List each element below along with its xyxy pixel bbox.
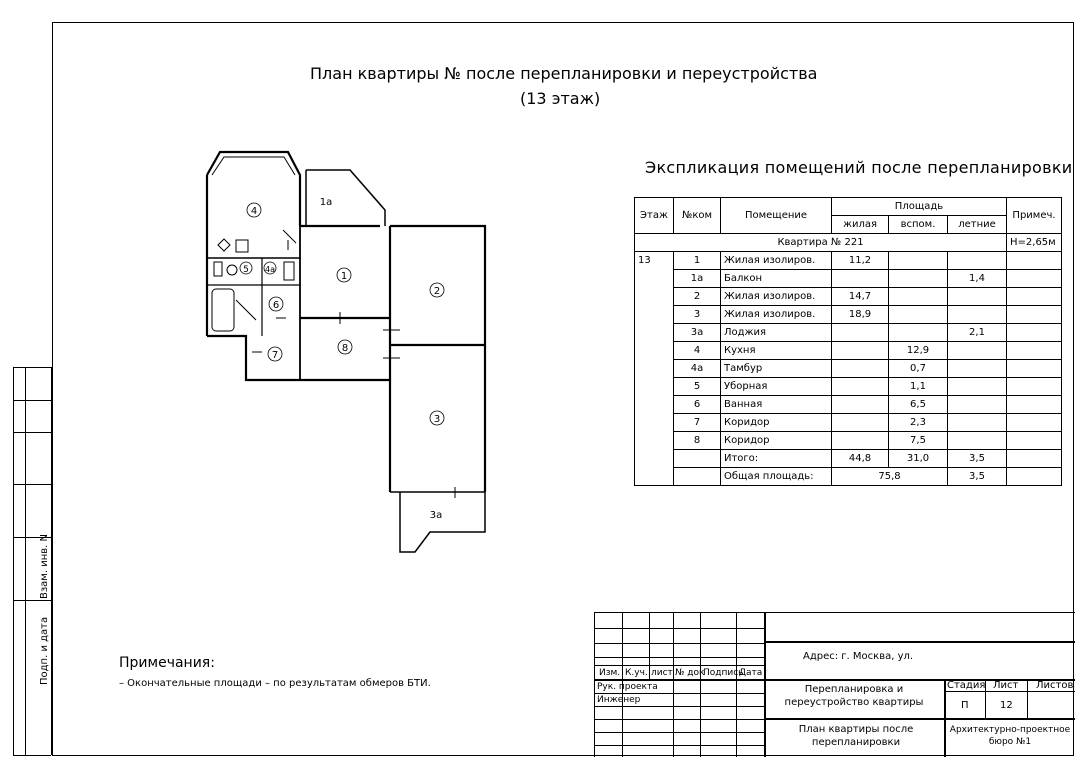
cell-note <box>1007 270 1062 288</box>
th-room: Помещение <box>721 198 832 234</box>
cell-note <box>1007 468 1062 486</box>
ceiling-height: Н=2,65м <box>1007 234 1062 252</box>
notes-title: Примечания: <box>119 655 215 671</box>
cell-floor <box>635 468 674 486</box>
apartment-number: Квартира № 221 <box>635 234 1007 252</box>
room-label-3: 3 <box>433 414 441 425</box>
stamp-sheets-label: Листов <box>1036 680 1074 691</box>
room-label-4a: 4а <box>265 265 275 274</box>
cell-aux: 1,1 <box>889 378 948 396</box>
overall-summer: 3,5 <box>948 468 1007 486</box>
cell-room-no: 2 <box>674 288 721 306</box>
cell-summer <box>948 414 1007 432</box>
th-room-no: №ком <box>674 198 721 234</box>
cell-room-name: Тамбур <box>721 360 832 378</box>
cell-summer <box>948 360 1007 378</box>
title-block <box>594 612 1075 757</box>
th-area: Площадь <box>832 198 1007 216</box>
cell-summer: 1,4 <box>948 270 1007 288</box>
cell-living <box>832 342 889 360</box>
cell-note <box>1007 324 1062 342</box>
cell-note <box>1007 306 1062 324</box>
cell-note <box>1007 288 1062 306</box>
cell-summer <box>948 306 1007 324</box>
total-label: Итого: <box>721 450 832 468</box>
th-living: жилая <box>832 216 889 234</box>
room-label-8: 8 <box>341 343 349 354</box>
cell-room-no <box>674 468 721 486</box>
cell-floor <box>635 414 674 432</box>
stamp-project: Перепланировка и переустройство квартиры <box>784 684 924 708</box>
cell-aux <box>889 252 948 270</box>
stamp-sheet: 12 <box>1000 700 1013 711</box>
room-label-3a: 3а <box>429 510 443 521</box>
cell-floor <box>635 378 674 396</box>
stamp-org: Архитектурно-проектное бюро №1 <box>949 725 1071 747</box>
total-aux: 31,0 <box>889 450 948 468</box>
cell-floor <box>635 396 674 414</box>
table-row <box>635 324 1062 342</box>
plan-title: План квартиры № после перепланировки и переустройства <box>310 64 818 83</box>
cell-room-name: Балкон <box>721 270 832 288</box>
th-note: Примеч. <box>1007 198 1062 234</box>
cell-room-no: 4 <box>674 342 721 360</box>
room-label-1a: 1а <box>319 197 333 208</box>
stamp-sheet-title: План квартиры после перепланировки <box>798 724 914 748</box>
cell-aux: 12,9 <box>889 342 948 360</box>
cell-note <box>1007 342 1062 360</box>
stamp-col-data: Дата <box>739 668 763 678</box>
vzam-inv-label: Взам. инв. N <box>39 534 50 599</box>
cell-note <box>1007 414 1062 432</box>
stamp-col-kuch: К.уч. <box>625 668 648 678</box>
stamp-col-list: лист <box>651 668 673 678</box>
cell-aux <box>889 306 948 324</box>
cell-summer <box>948 288 1007 306</box>
explication-title: Экспликация помещений после перепланировки <box>645 158 1073 177</box>
cell-aux <box>889 288 948 306</box>
room-label-4: 4 <box>250 206 258 217</box>
plan-subtitle: (13 этаж) <box>520 89 601 108</box>
cell-floor: 13 <box>635 252 674 270</box>
cell-living: 11,2 <box>832 252 889 270</box>
cell-aux <box>889 270 948 288</box>
cell-note <box>1007 450 1062 468</box>
cell-room-no: 7 <box>674 414 721 432</box>
cell-floor <box>635 324 674 342</box>
cell-summer <box>948 378 1007 396</box>
stamp-ruk: Рук. проекта <box>597 682 658 692</box>
cell-floor <box>635 342 674 360</box>
stamp-sheet-label: Лист <box>993 680 1019 691</box>
stamp-stage-label: Стадия <box>947 680 986 691</box>
cell-summer <box>948 252 1007 270</box>
cell-floor <box>635 450 674 468</box>
total-summer: 3,5 <box>948 450 1007 468</box>
cell-note <box>1007 432 1062 450</box>
cell-room-name: Жилая изолиров. <box>721 306 832 324</box>
stamp-col-izm: Изм. <box>599 668 621 678</box>
cell-note <box>1007 378 1062 396</box>
cell-room-name: Жилая изолиров. <box>721 252 832 270</box>
table-row <box>635 378 1062 396</box>
cell-room-name: Жилая изолиров. <box>721 288 832 306</box>
cell-summer: 2,1 <box>948 324 1007 342</box>
cell-room-no: 8 <box>674 432 721 450</box>
cell-summer <box>948 396 1007 414</box>
table-row <box>635 360 1062 378</box>
cell-room-name: Коридор <box>721 432 832 450</box>
table-row <box>635 414 1062 432</box>
overall-row <box>635 468 1062 486</box>
cell-floor <box>635 288 674 306</box>
room-label-7: 7 <box>271 350 279 361</box>
cell-aux: 7,5 <box>889 432 948 450</box>
cell-aux: 6,5 <box>889 396 948 414</box>
cell-living <box>832 360 889 378</box>
side-stamp <box>13 367 51 755</box>
table-row <box>635 252 1062 270</box>
cell-living <box>832 432 889 450</box>
table-row <box>635 396 1062 414</box>
explication-table <box>634 197 1062 486</box>
cell-room-no <box>674 450 721 468</box>
overall-label: Общая площадь: <box>721 468 832 486</box>
cell-room-no: 3 <box>674 306 721 324</box>
cell-floor <box>635 270 674 288</box>
cell-living <box>832 414 889 432</box>
cell-room-no: 1а <box>674 270 721 288</box>
cell-living <box>832 324 889 342</box>
cell-room-name: Кухня <box>721 342 832 360</box>
cell-floor <box>635 306 674 324</box>
cell-note <box>1007 252 1062 270</box>
table-row <box>635 342 1062 360</box>
cell-aux <box>889 324 948 342</box>
cell-aux: 0,7 <box>889 360 948 378</box>
table-row <box>635 270 1062 288</box>
total-row <box>635 450 1062 468</box>
cell-room-name: Лоджия <box>721 324 832 342</box>
cell-summer <box>948 432 1007 450</box>
stamp-address: Адрес: г. Москва, ул. <box>803 651 914 662</box>
stamp-engineer: Инженер <box>597 695 641 705</box>
overall-value: 75,8 <box>832 468 948 486</box>
cell-living <box>832 378 889 396</box>
room-label-2: 2 <box>433 286 441 297</box>
cell-room-name: Ванная <box>721 396 832 414</box>
cell-living: 18,9 <box>832 306 889 324</box>
podp-data-label: Подп. и дата <box>39 616 50 685</box>
cell-floor <box>635 360 674 378</box>
cell-room-no: 5 <box>674 378 721 396</box>
cell-summer <box>948 342 1007 360</box>
cell-room-no: 3а <box>674 324 721 342</box>
room-label-5: 5 <box>243 265 249 275</box>
table-row <box>635 288 1062 306</box>
table-row <box>635 432 1062 450</box>
th-aux: вспом. <box>889 216 948 234</box>
cell-room-no: 6 <box>674 396 721 414</box>
room-label-1: 1 <box>340 271 348 282</box>
stamp-stage: П <box>961 700 969 711</box>
table-row <box>635 306 1062 324</box>
cell-aux: 2,3 <box>889 414 948 432</box>
cell-note <box>1007 360 1062 378</box>
cell-living: 14,7 <box>832 288 889 306</box>
cell-room-name: Уборная <box>721 378 832 396</box>
cell-living <box>832 270 889 288</box>
room-label-6: 6 <box>272 300 280 311</box>
stamp-col-ndok: № док <box>675 668 705 678</box>
total-living: 44,8 <box>832 450 889 468</box>
cell-floor <box>635 432 674 450</box>
cell-room-no: 1 <box>674 252 721 270</box>
cell-room-name: Коридор <box>721 414 832 432</box>
cell-living <box>832 396 889 414</box>
cell-room-no: 4а <box>674 360 721 378</box>
stamp-col-podpis: Подпись <box>703 668 744 678</box>
th-summer: летние <box>948 216 1007 234</box>
cell-note <box>1007 396 1062 414</box>
notes-text: – Окончательные площади – по результатам обмеров БТИ. <box>119 678 431 689</box>
th-floor: Этаж <box>635 198 674 234</box>
